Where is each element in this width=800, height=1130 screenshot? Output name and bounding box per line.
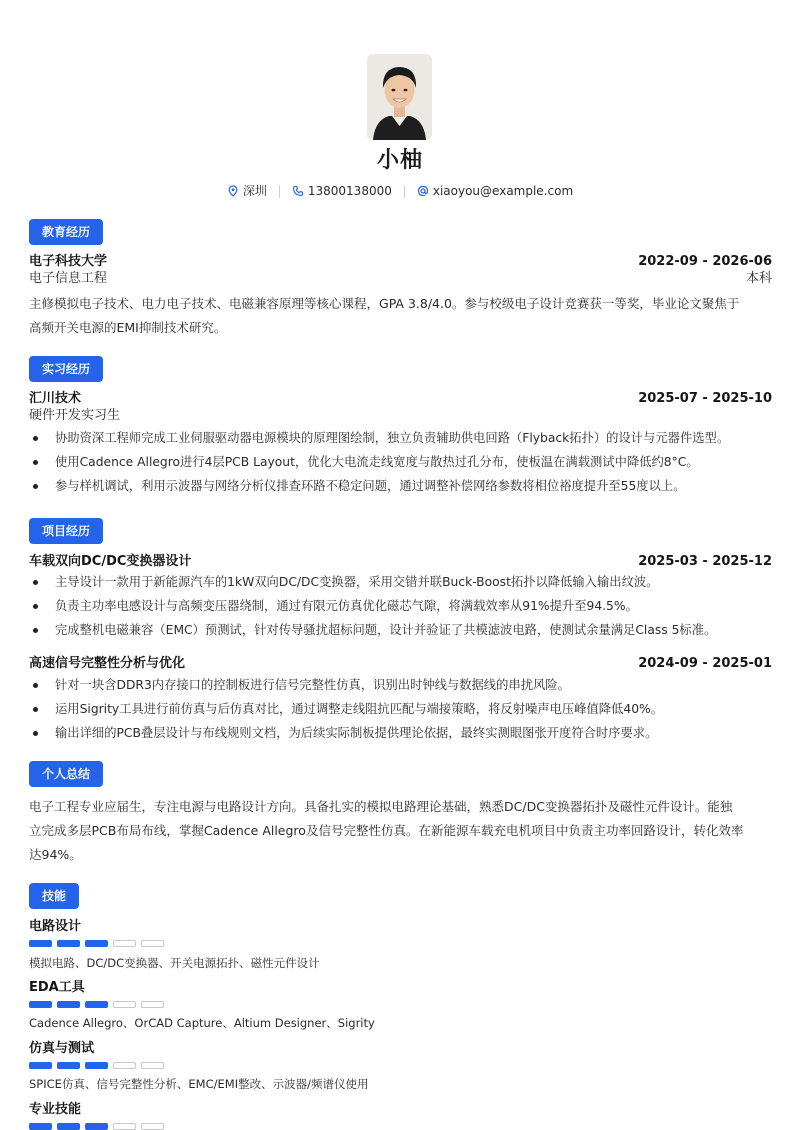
internship-dates: 2025-07 - 2025-10	[638, 391, 772, 406]
skill-level-filled	[29, 1001, 52, 1008]
education-desc-line: 高频开关电源的EMI抑制技术研究。	[29, 320, 227, 335]
skill-title: 专业技能	[29, 1102, 82, 1117]
skill-level-empty	[113, 1062, 136, 1069]
candidate-name: 小柚	[376, 148, 423, 173]
list-item: 负责主功率电感设计与高频变压器绕制，通过有限元仿真优化磁芯气隙，将满载效率从91%提升至94.5%。	[29, 594, 774, 618]
skill-level-meter	[29, 1123, 164, 1130]
phone-text: 13800138000	[307, 184, 392, 198]
skill-level-empty	[141, 1001, 164, 1008]
skill-level-filled	[85, 1001, 108, 1008]
email-text[interactable]: xiaoyou@example.com	[432, 184, 574, 198]
summary-line: 电子工程专业应届生，专注电源与电路设计方向。具备扎实的模拟电路理论基础，熟悉DC/DC变换器拓扑及磁性元件设计。能独	[29, 799, 733, 814]
resume-header	[0, 0, 800, 210]
list-item: 参与样机调试，利用示波器与网络分析仪排查环路不稳定问题，通过调整补偿网络参数将相位裕度提升至55度以上。	[29, 474, 774, 498]
school-name: 电子科技大学	[29, 254, 108, 269]
section-title-summary: 个人总结	[29, 761, 103, 787]
project-bullets	[29, 673, 774, 745]
section-title-education: 教育经历	[29, 219, 103, 245]
company-name: 汇川技术	[29, 391, 82, 406]
list-item: 主导设计一款用于新能源汽车的1kW双向DC/DC变换器，采用交错并联Buck-Boost拓扑以降低输入输出纹波。	[29, 570, 774, 594]
summary-line: 达94%。	[29, 847, 82, 862]
education-dates: 2022-09 - 2026-06	[638, 254, 772, 269]
skill-description: 模拟电路、DC/DC变换器、开关电源拓扑、磁性元件设计	[29, 956, 320, 970]
project-header	[29, 553, 772, 571]
education-header	[29, 253, 772, 271]
project-dates: 2024-09 - 2025-01	[638, 656, 772, 671]
skill-level-meter	[29, 940, 164, 947]
skill-description: SPICE仿真、信号完整性分析、EMC/EMI整改、示波器/频谱仪使用	[29, 1077, 369, 1091]
major: 电子信息工程	[29, 271, 108, 286]
skill-level-filled	[29, 1062, 52, 1069]
contact-location	[227, 181, 267, 201]
list-item: 协助资深工程师完成工业伺服驱动器电源模块的原理图绘制，独立负责辅助供电回路（Flyback拓扑）的设计与元器件选型。	[29, 426, 774, 450]
role: 硬件开发实习生	[29, 408, 121, 423]
divider	[404, 185, 405, 198]
project-dates: 2025-03 - 2025-12	[638, 554, 772, 569]
skill-level-empty	[113, 1001, 136, 1008]
project-name: 车载双向DC/DC变换器设计	[29, 554, 192, 569]
contact-bar	[0, 181, 800, 201]
skill-title: 电路设计	[29, 919, 82, 934]
summary-text	[29, 795, 774, 867]
skill-level-filled	[57, 940, 80, 947]
skill-level-filled	[29, 1123, 52, 1130]
skill-level-filled	[57, 1001, 80, 1008]
internship-subheader	[29, 407, 772, 425]
section-title-internship: 实习经历	[29, 356, 103, 382]
project-name: 高速信号完整性分析与优化	[29, 656, 186, 671]
city-text: 深圳	[242, 184, 267, 198]
skill-level-empty	[141, 1062, 164, 1069]
skill-level-filled	[57, 1062, 80, 1069]
section-title-skills: 技能	[29, 883, 79, 909]
internship-bullets	[29, 426, 774, 498]
contact-email[interactable]	[417, 181, 573, 201]
list-item: 输出详细的PCB叠层设计与布线规则文档，为后续实际制板提供理论依据，最终实测眼图张开度符合时序要求。	[29, 721, 774, 745]
location-pin-icon	[227, 185, 239, 197]
list-item: 完成整机电磁兼容（EMC）预测试，针对传导骚扰超标问题，设计并验证了共模滤波电路，使测试余量满足Class 5标准。	[29, 618, 774, 642]
skill-level-filled	[85, 1062, 108, 1069]
education-description	[29, 292, 774, 340]
at-sign-icon	[417, 185, 429, 197]
project-header	[29, 655, 772, 673]
skill-level-filled	[85, 1123, 108, 1130]
skill-level-filled	[29, 940, 52, 947]
summary-line: 立完成多层PCB布局布线，掌握Cadence Allegro及信号完整性仿真。在新能源车载充电机项目中负责主功率回路设计，转化效率	[29, 823, 744, 838]
education-desc-line: 主修模拟电子技术、电力电子技术、电磁兼容原理等核心课程，GPA 3.8/4.0。参与校级电子设计竞赛获一等奖，毕业论文聚焦于	[29, 296, 740, 311]
avatar-photo	[367, 54, 432, 140]
skill-title: EDA工具	[29, 980, 85, 995]
skill-description: Cadence Allegro、OrCAD Capture、Altium Designer、Sigrity	[29, 1016, 375, 1030]
degree: 本科	[745, 271, 772, 286]
list-item: 使用Cadence Allegro进行4层PCB Layout，优化大电流走线宽度与散热过孔分布，使板温在满载测试中降低约8°C。	[29, 450, 774, 474]
skill-level-empty	[141, 940, 164, 947]
skill-level-filled	[85, 940, 108, 947]
internship-header	[29, 390, 772, 408]
project-bullets	[29, 570, 774, 642]
skill-level-empty	[113, 1123, 136, 1130]
list-item: 针对一块含DDR3内存接口的控制板进行信号完整性仿真，识别出时钟线与数据线的串扰风险。	[29, 673, 774, 697]
list-item: 运用Sigrity工具进行前仿真与后仿真对比，通过调整走线阻抗匹配与端接策略，将反射噪声电压峰值降低40%。	[29, 697, 774, 721]
divider	[279, 185, 280, 198]
skill-level-empty	[141, 1123, 164, 1130]
phone-icon	[292, 185, 304, 197]
skill-level-meter	[29, 1001, 164, 1008]
skill-level-meter	[29, 1062, 164, 1069]
education-subheader	[29, 270, 772, 288]
skill-level-empty	[113, 940, 136, 947]
skill-level-filled	[57, 1123, 80, 1130]
contact-phone	[292, 181, 392, 201]
section-title-projects: 项目经历	[29, 518, 103, 544]
skill-title: 仿真与测试	[29, 1041, 95, 1056]
